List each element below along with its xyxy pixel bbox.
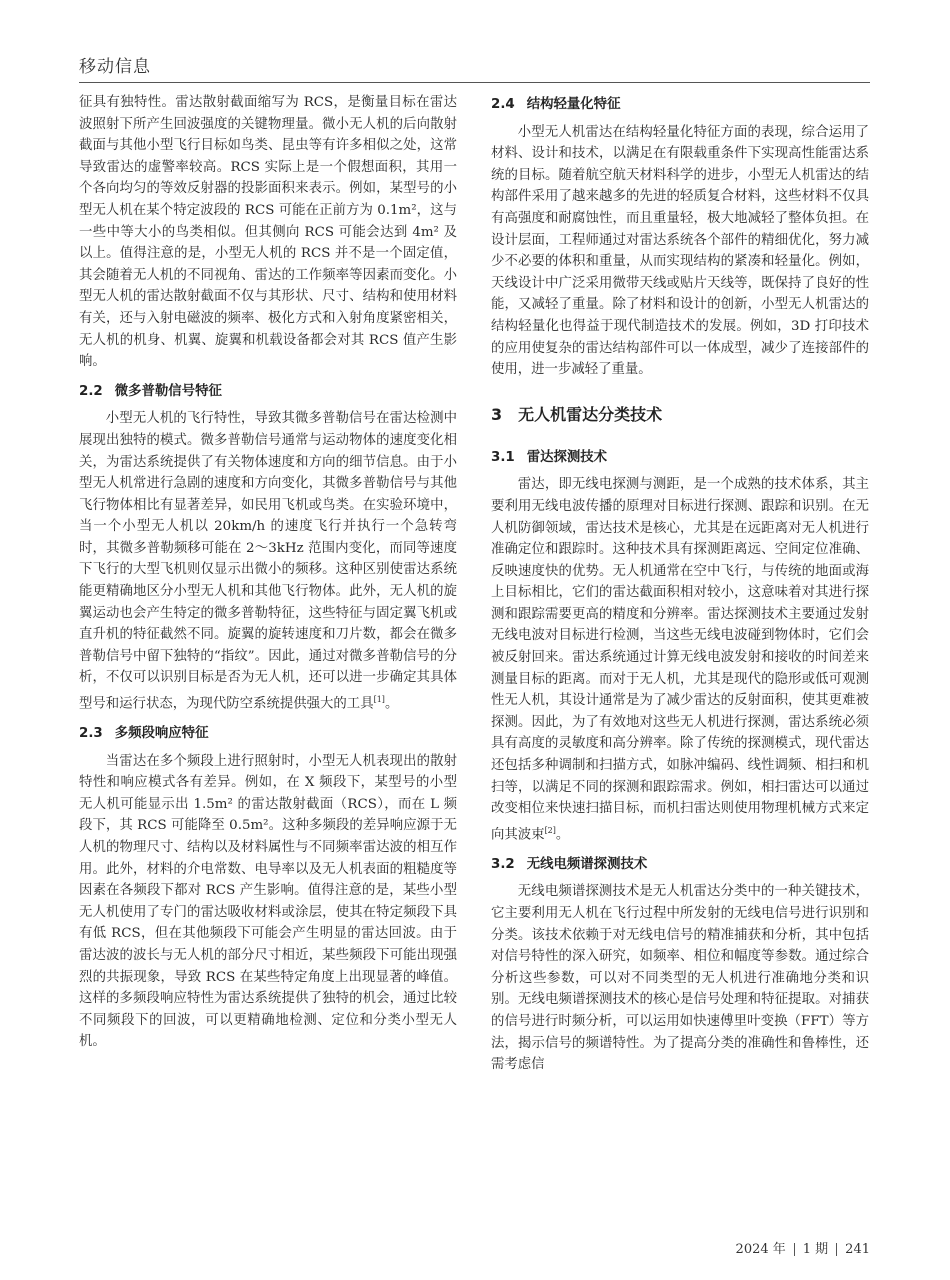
paragraph-text: 小型无人机的飞行特性，导致其微多普勒信号在雷达检测中展现出独特的模式。微多普勒信号通常与运动物体的速度变化相关，为雷达系统提供了有关物体速度和方向的细节信息。由于小型无人机常进行急剧的速度和方向变化，其微多普勒信号与其他飞行物体相比有显著差异，如民用飞机或鸟类。在实验环境中，当一个小型无人机以 20km/h 的速度飞行并执行一个急转弯时，其微多普勒频移可能在 2～3kHz 范围内变化，而同等速度下飞行的大型飞机则仅显示出微小的频移。这种区别使雷达系统能更精确地区分小型无人机和其他飞行物体。此外，无人机的旋翼运动也会产生特定的微多普勒特征，这些特征与固定翼飞机或直升机的特征截然不同。旋翼的旋转速度和刀片数，都会在微多普勒信号中留下独特的“指纹”。因此，通过对微多普勒信号的分析，不仅可以识别目标是否为无人机，还可以进一步确定其具体型号和运行状态，为现代防空系统提供强大的工具 — [79, 411, 457, 712]
section-heading-2-2 — [79, 381, 457, 403]
section-number: 2.3 — [79, 726, 103, 742]
section-number: 2.2 — [79, 383, 103, 399]
citation-ref: [1] — [373, 695, 385, 705]
citation-ref: [2] — [544, 825, 556, 835]
journal-title: 移动信息 — [79, 57, 151, 77]
footer-year: 2024 年 — [735, 1242, 786, 1257]
paragraph-multiband: 当雷达在多个频段上进行照射时，小型无人机表现出的散射特性和响应模式各有差异。例如，在 X 频段下，某型号的小型无人机可能显示出 1.5m² 的雷达散射截面（RCS），而在 L 频段下，其 RCS 可能降至 0.5m²。这种多频段的差异响应源于无人机的物理尺寸、结构以及材料属性与不同频率雷达波的相互作用。此外，材料的介电常数、电导率以及无人机表面的粗糙度等因素在各频段下都对 RCS 产生影响。值得注意的是，某些小型无人机使用了专门的雷达吸收材料或涂层，使其在特定频段下具有低 RCS，但在其他频段下可能会产生明显的雷达回波。由于雷达波的波长与无人机的部分尺寸相近，某些频段下可能出现强烈的共振现象，导致 RCS 在某些特定角度上出现显著的峰值。这样的多频段响应特性为雷达系统提供了独特的机会，通过比较不同频段下的回波，可以更精确地检测、定位和分类小型无人机。 — [79, 753, 457, 1050]
page-footer — [736, 1238, 870, 1257]
footer-separator — [794, 1243, 795, 1256]
section-number: 2.4 — [491, 97, 515, 112]
paragraph-end: 。 — [555, 827, 570, 843]
left-column — [79, 92, 457, 1053]
section-number: 3 — [491, 404, 503, 424]
section-title: 结构轻量化特征 — [526, 97, 621, 112]
paragraph-radio-spectrum: 无线电频谱探测技术是无人机雷达分类中的一种关键技术，它主要利用无人机在飞行过程中所发射的无线电信号进行识别和分类。该技术依赖于对无线电信号的精准捕获和分析，其中包括对信号特性的深入研究，如频率、相位和幅度等参数。通过综合分析这些参数，可以对不同类型的无人机进行准确地分类和识别。无线电频谱探测技术的核心是信号处理和特征提取。对捕获的信号进行时频分析，可以运用如快速傅里叶变换（FFT）等方法，揭示信号的频谱特性。为了提高分类的准确性和鲁棒性，还需考虑信 — [491, 884, 869, 1073]
section-title: 微多普勒信号特征 — [114, 383, 222, 399]
section-heading-3-1 — [491, 447, 869, 469]
right-column — [491, 92, 869, 1076]
section-number: 3.1 — [491, 449, 515, 465]
section-title: 无线电频谱探测技术 — [526, 856, 648, 872]
paragraph-lightweight: 小型无人机雷达在结构轻量化特征方面的表现，综合运用了材料、设计和技术，以满足在有限载重条件下实现高性能雷达系统的目标。随着航空航天材料科学的进步，小型无人机雷达的结构部件采用了越来越多的先进的轻质复合材料，这些材料不仅具有高强度和耐腐蚀性，而且重量轻，极大地减轻了整体负担。在设计层面，工程师通过对雷达系统各个部件的精细优化，努力减少不必要的体积和重量，从而实现结构的紧凑和轻量化。例如，天线设计中广泛采用微带天线或贴片天线等，既保持了良好的性能，又减轻了重量。除了材料和设计的创新，小型无人机雷达的结构轻量化也得益于现代制造技术的发展。例如，3D 打印技术的应用使复杂的雷达结构部件可以一体成型，减少了连接部件的使用，进一步减轻了重量。 — [491, 124, 869, 378]
section-title: 雷达探测技术 — [526, 449, 608, 465]
paragraph-rcs: 征具有独特性。雷达散射截面缩写为 RCS，是衡量目标在雷达波照射下所产生回波强度的关键物理量。微小无人机的后向散射截面与其他小型飞行目标如鸟类、昆虫等有许多相似之处，这常导致雷达的虚警率较高。RCS 实际上是一个假想面积，其用一个各向均匀的等效反射器的投影面积来表示。例如，某型号的小型无人机在某个特定波段的 RCS 可能在正前方为 0.1m²，这与一些中等大小的鸟类相似。但其侧向 RCS 可能会达到 4m² 及以上。值得注意的是，小型无人机的 RCS 并不是一个固定值，其会随着无人机的不同视角、雷达的工作频率等因素而变化。小型无人机的雷达散射截面不仅与其形状、尺寸、结构和使用材料有关，还与入射电磁波的频率、极化方式和入射角度紧密相关，无人机的机身、机翼、旋翼和机载设备都会对其 RCS 值产生影响。 — [79, 95, 457, 370]
paragraph-radar-detection — [491, 474, 869, 846]
page-number: 241 — [845, 1242, 870, 1257]
section-heading-3-2 — [491, 854, 869, 876]
section-heading-2-4 — [491, 94, 869, 116]
footer-issue: 1 期 — [802, 1242, 829, 1257]
section-heading-2-3 — [79, 723, 457, 745]
paragraph-text: 雷达，即无线电探测与测距，是一个成熟的技术体系，其主要利用无线电波传播的原理对目标进行探测、跟踪和识别。在无人机防御领域，雷达技术是核心，尤其是在远距离对无人机进行准确定位和跟踪时。这种技术具有探测距离远、空间定位准确、反映速度快的优势。无人机通常在空中飞行，与传统的地面或海上目标相比，它们的雷达截面积相对较小，这意味着对其进行探测和跟踪需要更高的精度和分辨率。雷达探测技术主要通过发射无线电波对目标进行检测，当这些无线电波碰到物体时，它们会被反射回来。雷达系统通过计算无线电波发射和接收的时间差来测量目标的距离。而对于无人机，尤其是现代的隐形或低可观测性无人机，其设计通常是为了减少雷达的反射面积，使其更难被探测。因此，为了有效地对这些无人机进行探测，雷达系统必须具有高度的灵敏度和高分辨率。除了传统的探测模式，现代雷达还包括多种调制和扫描方式，如脉冲编码、线性调频、相扫和机扫等，以满足不同的探测和跟踪需求。例如，相扫雷达可以通过改变相位来快速扫描目标，而机扫雷达则使用物理机械方式来定向其波束 — [491, 477, 869, 843]
section-title: 多频段响应特征 — [114, 726, 209, 742]
section-title: 无人机雷达分类技术 — [518, 404, 663, 424]
footer-separator — [836, 1243, 837, 1256]
section-number: 3.2 — [491, 856, 515, 872]
header-divider — [79, 82, 870, 83]
section-heading-3 — [491, 403, 869, 427]
paragraph-end: 。 — [384, 696, 399, 712]
paragraph-micro-doppler — [79, 408, 457, 715]
